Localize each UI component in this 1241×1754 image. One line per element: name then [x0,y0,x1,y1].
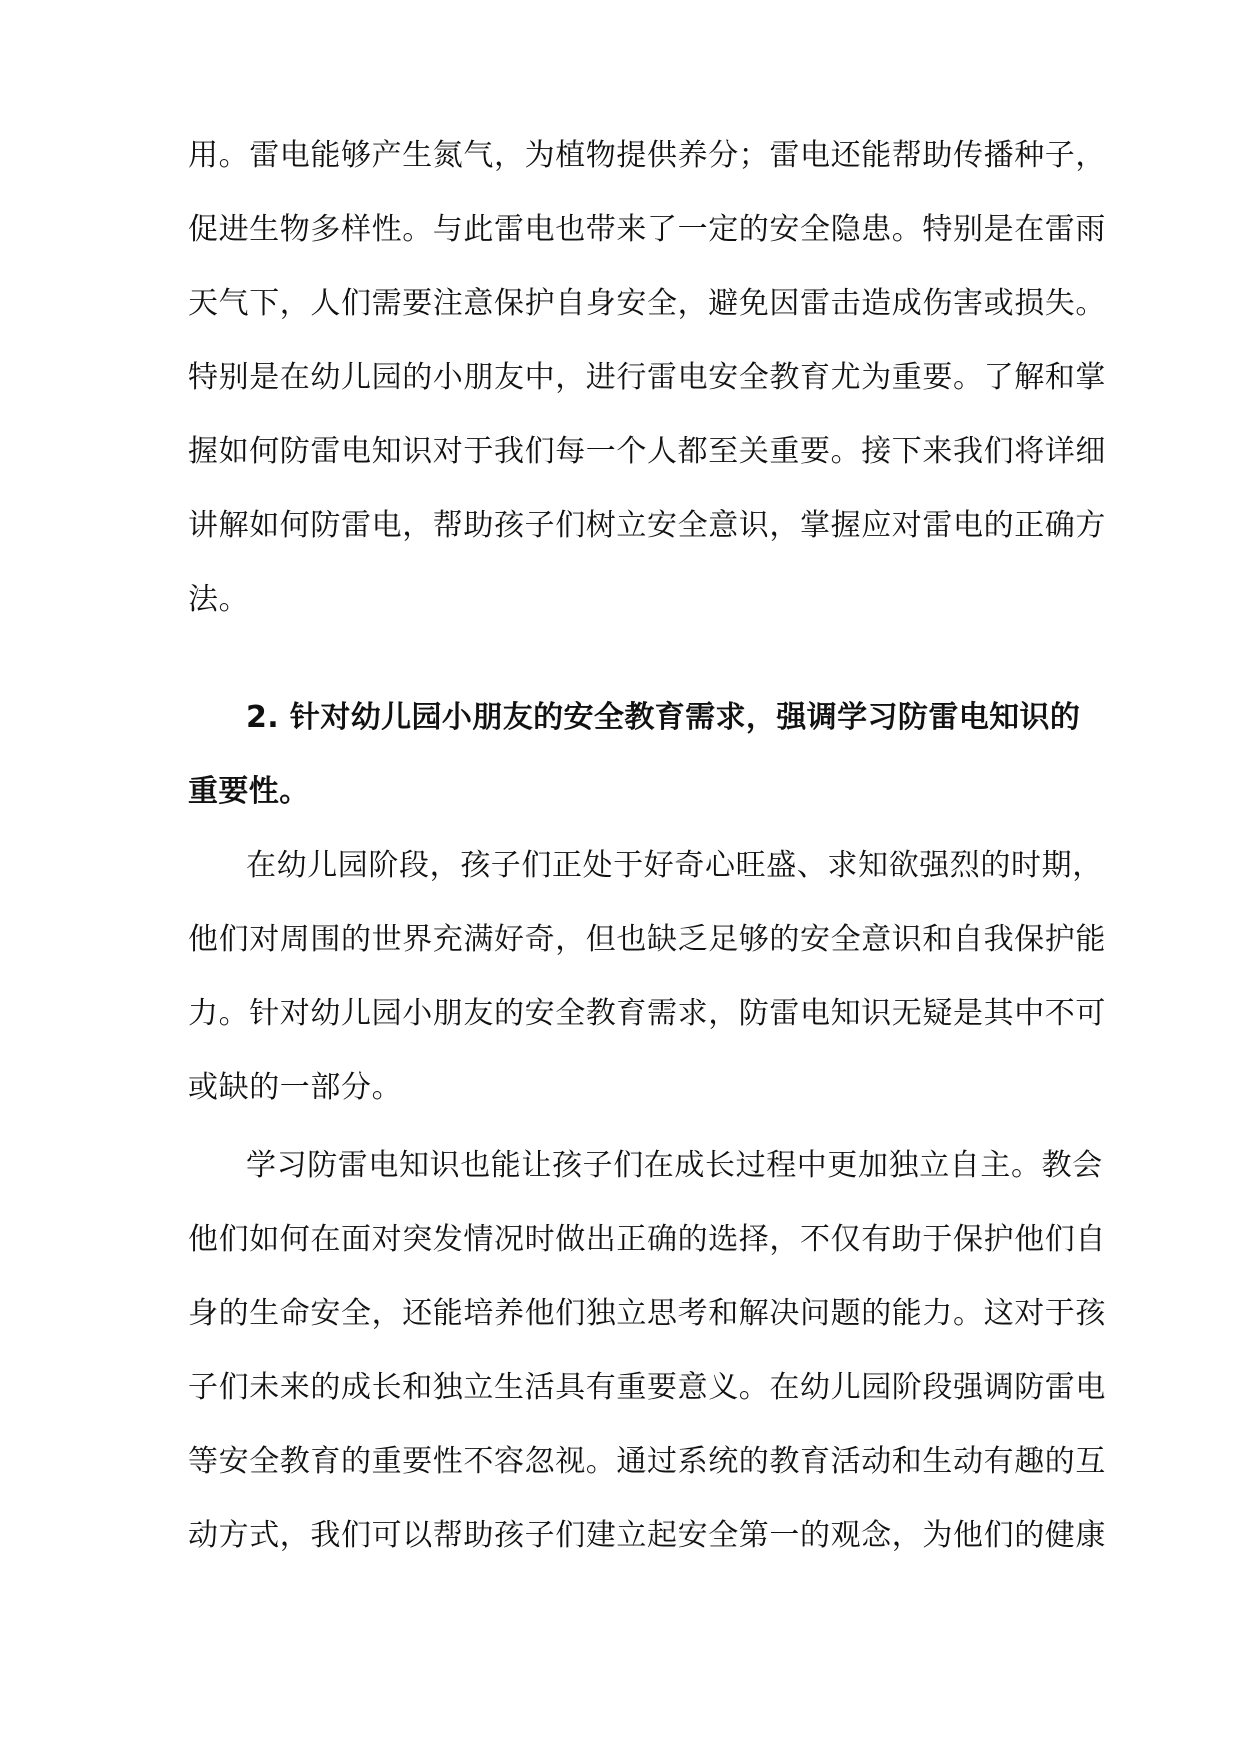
paragraph-line: 天气下，人们需要注意保护自身安全，避免因雷击造成伤害或损失。 [188,286,1106,321]
section-heading: 2. 针对幼儿园小朋友的安全教育需求，强调学习防雷电知识的 [246,700,1081,735]
paragraph-line: 子们未来的成长和独立生活具有重要意义。在幼儿园阶段强调防雷电 [188,1370,1106,1405]
paragraph-line: 或缺的一部分。 [188,1070,403,1105]
section-heading: 重要性。 [188,774,310,809]
paragraph-line: 他们对周围的世界充满好奇，但也缺乏足够的安全意识和自我保护能 [188,922,1106,957]
paragraph-line: 学习防雷电知识也能让孩子们在成长过程中更加独立自主。教会 [246,1148,1103,1183]
paragraph-line: 等安全教育的重要性不容忽视。通过系统的教育活动和生动有趣的互 [188,1444,1106,1479]
paragraph-line: 握如何防雷电知识对于我们每一个人都至关重要。接下来我们将详细 [188,434,1106,469]
paragraph-line: 动方式，我们可以帮助孩子们建立起安全第一的观念，为他们的健康 [188,1518,1106,1553]
paragraph-line: 在幼儿园阶段，孩子们正处于好奇心旺盛、求知欲强烈的时期， [246,848,1103,883]
paragraph-line: 讲解如何防雷电，帮助孩子们树立安全意识，掌握应对雷电的正确方 [188,508,1106,543]
paragraph-line: 促进生物多样性。与此雷电也带来了一定的安全隐患。特别是在雷雨 [188,212,1106,247]
paragraph-line: 身的生命安全，还能培养他们独立思考和解决问题的能力。这对于孩 [188,1296,1106,1331]
paragraph-line: 他们如何在面对突发情况时做出正确的选择，不仅有助于保护他们自 [188,1222,1106,1257]
paragraph-line: 法。 [188,582,250,617]
paragraph-line: 用。雷电能够产生氮气，为植物提供养分；雷电还能帮助传播种子， [188,138,1106,173]
paragraph-line: 力。针对幼儿园小朋友的安全教育需求，防雷电知识无疑是其中不可 [188,996,1106,1031]
paragraph-line: 特别是在幼儿园的小朋友中，进行雷电安全教育尤为重要。了解和掌 [188,360,1106,395]
